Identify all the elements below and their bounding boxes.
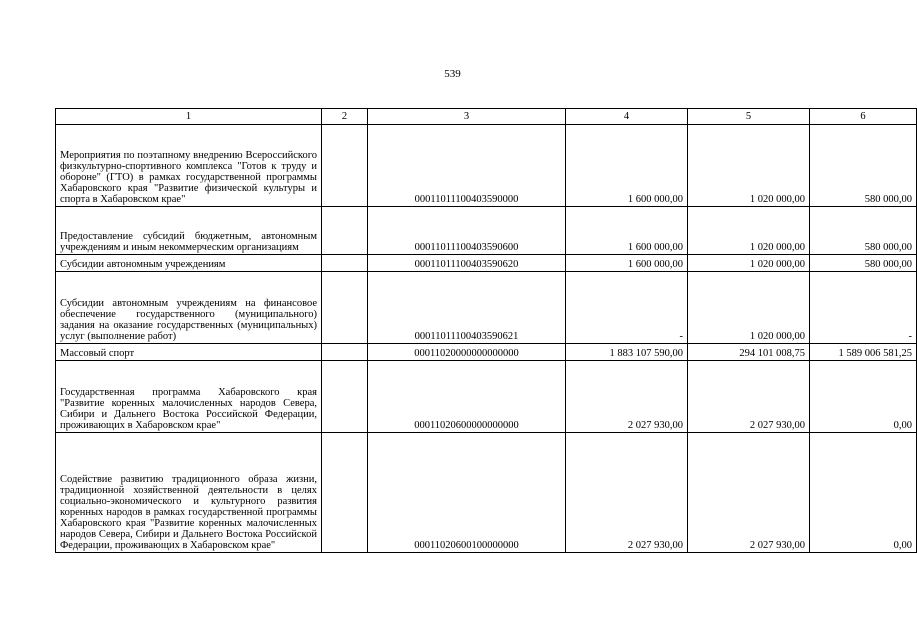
row-col6-cell: 580 000,00	[810, 207, 917, 255]
row-col2-cell	[322, 125, 368, 207]
row-col5-cell: 1 020 000,00	[688, 272, 810, 344]
row-name-cell: Предоставление субсидий бюджетным, автономным учреждениям и иным некоммерческим организациям	[56, 207, 322, 255]
column-header: 6	[810, 109, 917, 125]
row-col4-cell: 1 883 107 590,00	[566, 344, 688, 361]
row-name-cell: Субсидии автономным учреждениям на финансовое обеспечение государственного (муниципального) задания на оказание государственных (муниципальных) услуг (выполнение работ)	[56, 272, 322, 344]
column-header: 5	[688, 109, 810, 125]
row-col5-cell: 2 027 930,00	[688, 361, 810, 433]
row-col4-cell: 2 027 930,00	[566, 433, 688, 553]
table-header-row	[56, 109, 917, 125]
column-header: 2	[322, 109, 368, 125]
column-header: 4	[566, 109, 688, 125]
row-code-cell: 00011020600100000000	[368, 433, 566, 553]
table-row	[56, 361, 917, 433]
row-col4-cell: 1 600 000,00	[566, 207, 688, 255]
row-col2-cell	[322, 344, 368, 361]
row-name-cell: Государственная программа Хабаровского края "Развитие коренных малочисленных народов Севера, Сибири и Дальнего Востока Российской Федерации, проживающих в Хабаровском крае"	[56, 361, 322, 433]
row-name-cell: Субсидии автономным учреждениям	[56, 255, 322, 272]
row-code-cell: 00011011100403590000	[368, 125, 566, 207]
table-row	[56, 255, 917, 272]
row-col6-cell: -	[810, 272, 917, 344]
row-col2-cell	[322, 255, 368, 272]
row-col6-cell: 580 000,00	[810, 125, 917, 207]
row-col5-cell: 2 027 930,00	[688, 433, 810, 553]
row-col4-cell: 1 600 000,00	[566, 125, 688, 207]
row-col2-cell	[322, 207, 368, 255]
table-row	[56, 125, 917, 207]
row-col6-cell: 0,00	[810, 361, 917, 433]
row-col5-cell: 294 101 008,75	[688, 344, 810, 361]
row-name-cell: Мероприятия по поэтапному внедрению Всероссийского физкультурно-спортивного комплекса "Готов к труду и обороне" (ГТО) в рамках государственной программы Хабаровского края "Развитие физической культуры и спорта в Хабаровском крае"	[56, 125, 322, 207]
row-col5-cell: 1 020 000,00	[688, 125, 810, 207]
row-name-cell: Содействие развитию традиционного образа жизни, традиционной хозяйственной деятельности в целях социально-экономического и культурного развития коренных народов в рамках государственной программы Хабаровского края "Развитие коренных малочисленных народов Севера, Сибири и Дальнего Востока Российской Федерации, проживающих в Хабаровском крае"	[56, 433, 322, 553]
row-code-cell: 00011011100403590600	[368, 207, 566, 255]
table-row	[56, 344, 917, 361]
row-code-cell: 00011011100403590621	[368, 272, 566, 344]
table-row	[56, 272, 917, 344]
row-code-cell: 00011011100403590620	[368, 255, 566, 272]
row-col6-cell: 1 589 006 581,25	[810, 344, 917, 361]
row-col5-cell: 1 020 000,00	[688, 207, 810, 255]
row-col4-cell: 2 027 930,00	[566, 361, 688, 433]
table-row	[56, 207, 917, 255]
row-col6-cell: 580 000,00	[810, 255, 917, 272]
row-col2-cell	[322, 433, 368, 553]
row-code-cell: 00011020000000000000	[368, 344, 566, 361]
row-col4-cell: -	[566, 272, 688, 344]
table-row	[56, 433, 917, 553]
column-header: 3	[368, 109, 566, 125]
budget-table	[55, 108, 917, 553]
row-col6-cell: 0,00	[810, 433, 917, 553]
row-name-cell: Массовый спорт	[56, 344, 322, 361]
row-col5-cell: 1 020 000,00	[688, 255, 810, 272]
row-code-cell: 00011020600000000000	[368, 361, 566, 433]
page-number: 539	[444, 68, 461, 80]
column-header: 1	[56, 109, 322, 125]
row-col2-cell	[322, 272, 368, 344]
row-col2-cell	[322, 361, 368, 433]
row-col4-cell: 1 600 000,00	[566, 255, 688, 272]
